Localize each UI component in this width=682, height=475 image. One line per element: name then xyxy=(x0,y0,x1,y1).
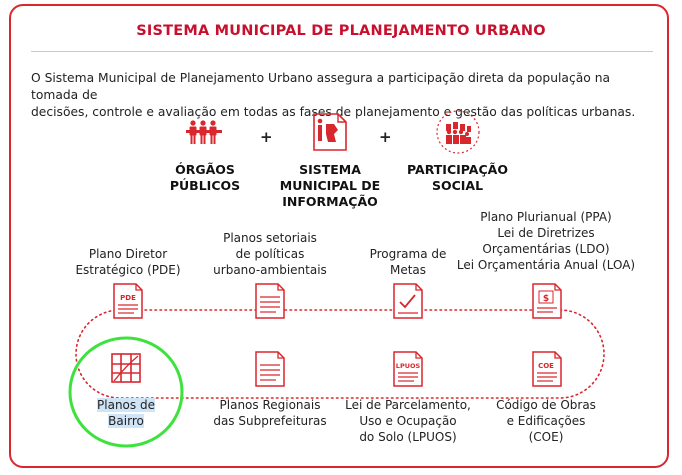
participacao-line-1: PARTICIPAÇÃO xyxy=(407,162,508,177)
orcamento-line-4: Lei Orçamentária Anual (LOA) xyxy=(456,258,636,272)
label-planos-regionais xyxy=(205,397,335,429)
label-codigo-obras xyxy=(481,397,611,445)
information-system-icon xyxy=(314,114,346,150)
label-programa-metas xyxy=(353,246,463,278)
plus-sign-2: + xyxy=(379,128,392,146)
pde-icon-text: PDE xyxy=(120,294,136,302)
bairro-line-1-text: Planos de xyxy=(97,398,155,412)
lpuos-line-2: Uso e Ocupação xyxy=(359,414,457,428)
coe-line-1: Código de Obras xyxy=(496,398,596,412)
label-planos-setoriais xyxy=(205,230,335,278)
sistema-line-3: INFORMAÇÃO xyxy=(282,194,378,209)
budget-icon-text: $ xyxy=(542,294,550,304)
setoriais-line-1: Planos setoriais xyxy=(223,231,317,245)
orcamento-line-2: Lei de Diretrizes xyxy=(497,226,595,240)
regionais-line-2: das Subprefeituras xyxy=(213,414,327,428)
coe-line-2: e Edificações xyxy=(506,414,586,428)
pde-line-1: Plano Diretor xyxy=(88,247,168,261)
setoriais-line-2: de políticas xyxy=(235,247,305,261)
sistema-line-1: SISTEMA xyxy=(299,162,361,177)
orgaos-line-2: PÚBLICOS xyxy=(169,178,241,193)
goals-document-icon xyxy=(394,284,422,318)
participacao-line-2: SOCIAL xyxy=(431,178,484,193)
orgaos-line-1: ÓRGÃOS xyxy=(175,162,235,177)
coe-icon-text: COE xyxy=(538,362,554,370)
metas-line-2: Metas xyxy=(389,263,427,277)
intro-line-1: O Sistema Municipal de Planejamento Urbano assegura a participação direta da população na tomada de xyxy=(31,71,611,102)
page-title: SISTEMA MUNICIPAL DE PLANEJAMENTO URBANO xyxy=(136,23,546,39)
dotted-loop-path xyxy=(76,310,604,398)
neighborhood-map-icon xyxy=(112,354,140,382)
coe-line-3: (COE) xyxy=(528,430,564,444)
bairro-line-1 xyxy=(86,397,166,413)
lpuos-line-1: Lei de Parcelamento, xyxy=(345,398,471,412)
plus-sign-1: + xyxy=(260,128,273,146)
people-group-icon xyxy=(186,120,222,144)
regionais-line-1: Planos Regionais xyxy=(219,398,321,412)
sistema-line-2: MUNICIPAL DE xyxy=(279,178,381,193)
orcamento-line-3: Orçamentárias (LDO) xyxy=(482,242,610,256)
label-planos-bairro xyxy=(86,397,166,429)
bairro-line-2-text: Bairro xyxy=(108,414,144,428)
label-lpuos xyxy=(338,397,478,445)
sector-plans-document-icon xyxy=(256,284,284,318)
lpuos-line-3: do Solo (LPUOS) xyxy=(359,430,457,444)
lpuos-icon-text: LPUOS xyxy=(395,362,421,370)
label-orcamento xyxy=(456,209,636,273)
metas-line-1: Programa de xyxy=(369,247,447,261)
component-orgaos-publicos xyxy=(150,162,260,194)
orcamento-line-1: Plano Plurianual (PPA) xyxy=(480,210,612,224)
pde-line-2: Estratégico (PDE) xyxy=(75,263,181,277)
label-plano-diretor xyxy=(63,246,193,278)
component-participacao-social xyxy=(395,162,520,194)
setoriais-line-3: urbano-ambientais xyxy=(213,263,327,277)
bairro-line-2 xyxy=(86,413,166,429)
participation-icon xyxy=(437,111,479,153)
regional-plans-document-icon xyxy=(256,352,284,386)
component-sistema-informacao xyxy=(270,162,390,210)
intro-line-2: decisões, controle e avaliação em todas as fases de planejamento e gestão das políticas urbanas. xyxy=(31,105,636,119)
